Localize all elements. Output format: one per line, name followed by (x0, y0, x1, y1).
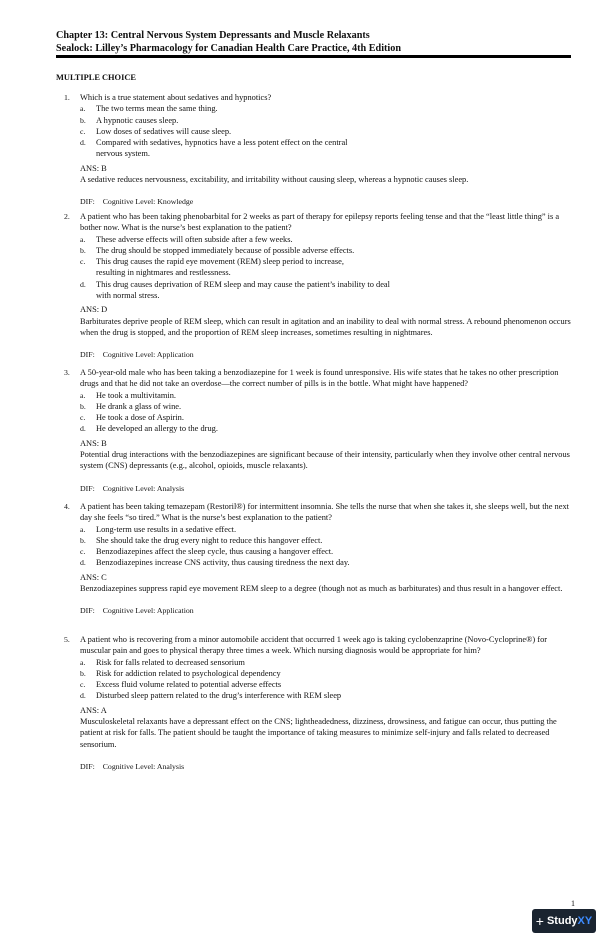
option-a (56, 524, 571, 535)
option-a (56, 657, 571, 668)
question-2 (56, 211, 571, 361)
option-d (56, 423, 571, 434)
question-number: 3. (64, 368, 70, 377)
rationale: Musculoskeletal relaxants have a depressant effect on the CNS; lightheadedness, dizziness, drowsiness, and fatigue can occur, thus putting the patient at risk for falls. The patient should be taught the importance of taking measures to minimize self-injury and falls related to decreased sensorium. (80, 717, 557, 749)
rationale: Benzodiazepines suppress rapid eye movement REM sleep to a degree (though not as much as barbiturates) and thus result in a hangover effect. (80, 584, 563, 594)
difficulty-label: DIF: (80, 350, 95, 360)
option-letter: d. (80, 558, 86, 568)
option-text: Disturbed sleep pattern related to the drug’s interference with REM sleep (96, 691, 342, 701)
option-letter: b. (80, 245, 86, 255)
section-title: MULTIPLE CHOICE (56, 73, 136, 82)
option-letter: c. (80, 257, 86, 267)
brand-suffix: XY (577, 915, 593, 927)
question-stem: A 50-year-old male who has been taking a benzodiazepine for 1 week is found unresponsive. His wife states that he takes no other prescription drugs and that he did not take an overdose—the correct number of pills is in the bottle. What might have happened? (80, 368, 559, 389)
option-c (56, 256, 364, 279)
option-letter: a. (80, 524, 86, 534)
difficulty-label: DIF: (80, 761, 95, 771)
rationale: A sedative reduces nervousness, excitability, and irritability without causing sleep, whereas a hypnotic causes sleep. (80, 175, 469, 185)
rationale: Barbiturates deprive people of REM sleep, which can result in agitation and an inability to deal with normal stress. A rebound phenomenon occurs when the drug is stopped, and the proportion of REM sleep increases, sometimes resulting in nightmares. (80, 316, 571, 337)
option-text: He drank a glass of wine. (96, 401, 182, 411)
question-1 (56, 92, 571, 208)
option-letter: b. (80, 401, 86, 411)
option-letter: c. (80, 413, 86, 423)
difficulty-value: Cognitive Level: Application (102, 350, 194, 360)
option-a (56, 103, 571, 114)
option-b (56, 245, 571, 256)
difficulty-value: Cognitive Level: Analysis (102, 761, 185, 771)
difficulty (56, 761, 571, 772)
question-stem: A patient who is recovering from a minor automobile accident that occurred 1 week ago is taking cyclobenzaprine (Novo-Cycloprine®) for muscular pain and goes to physical therapy three times a week. Which nursing diagnosis would be appropriate for him? (80, 635, 548, 656)
page-number: 1 (571, 899, 575, 908)
difficulty (56, 605, 571, 616)
option-text: The drug should be stopped immediately because of possible adverse effects. (96, 245, 355, 255)
chapter-title: Chapter 13: Central Nervous System Depressants and Muscle Relaxants (56, 30, 370, 41)
answer-key: ANS: B (80, 163, 107, 173)
option-d (56, 279, 396, 302)
studyxy-badge[interactable] (532, 909, 596, 933)
option-letter: d. (80, 424, 86, 434)
option-text: She should take the drug every night to reduce this hangover effect. (96, 535, 323, 545)
option-letter: c. (80, 126, 86, 136)
header-rule (56, 55, 571, 58)
difficulty-value: Cognitive Level: Application (102, 606, 194, 616)
option-letter: d. (80, 691, 86, 701)
question-stem: A patient who has been taking phenobarbital for 2 weeks as part of therapy for epilepsy reports feeling tense and that the “least little thing” is a bother now. What is the nurse’s best explanation to the patient? (80, 212, 560, 233)
rationale: Potential drug interactions with the benzodiazepines are significant because of their intensity, particularly when they involve other central nervous system (CNS) depressants (e.g., alcohol, opioids, muscle relaxants). (80, 450, 570, 471)
option-letter: b. (80, 668, 86, 678)
option-text: Excess fluid volume related to potential adverse effects (96, 680, 282, 690)
answer-key: ANS: C (80, 572, 107, 582)
difficulty (56, 483, 571, 494)
question-5 (56, 634, 571, 772)
option-d (56, 137, 376, 160)
option-c (56, 412, 571, 423)
option-d (56, 557, 571, 568)
option-a (56, 234, 571, 245)
option-text: This drug causes the rapid eye movement (REM) sleep period to increase, resulting in nightmares and restlessness. (96, 257, 344, 278)
option-text: Benzodiazepines increase CNS activity, thus causing tiredness the next day. (96, 558, 350, 568)
option-b (56, 668, 571, 679)
plus-icon: + (535, 913, 544, 929)
question-stem: Which is a true statement about sedatives and hypnotics? (80, 93, 272, 102)
difficulty-value: Cognitive Level: Analysis (102, 483, 185, 493)
option-letter: c. (80, 547, 86, 557)
difficulty-label: DIF: (80, 606, 95, 616)
option-text: These adverse effects will often subside after a few weeks. (96, 234, 293, 244)
difficulty (56, 196, 571, 207)
option-text: Risk for falls related to decreased sensorium (96, 657, 245, 667)
difficulty-label: DIF: (80, 197, 95, 207)
book-title: Sealock: Lilley’s Pharmacology for Canadian Health Care Practice, 4th Edition (56, 42, 402, 54)
option-b (56, 115, 571, 126)
option-text: Risk for addiction related to psychological dependency (96, 668, 281, 678)
option-letter: c. (80, 680, 86, 690)
question-number: 1. (64, 93, 70, 102)
option-a (56, 390, 571, 401)
difficulty (56, 349, 571, 360)
option-letter: d. (80, 279, 86, 289)
option-text: A hypnotic causes sleep. (96, 115, 179, 125)
difficulty-value: Cognitive Level: Knowledge (102, 197, 194, 207)
option-text: This drug causes deprivation of REM sleep and may cause the patient’s inability to deal with normal stress. (96, 279, 390, 301)
option-letter: a. (80, 104, 86, 114)
option-text: Low doses of sedatives will cause sleep. (96, 126, 232, 136)
question-number: 2. (64, 212, 70, 221)
option-text: The two terms mean the same thing. (96, 104, 218, 114)
option-letter: a. (80, 657, 86, 667)
option-c (56, 679, 571, 690)
option-letter: a. (80, 390, 86, 400)
question-stem: A patient has been taking temazepam (Restoril®) for intermittent insomnia. She tells the nurse that when she takes it, she sleeps well, but the next day she feels “so tired.” What is the nurse’s best explanation to the patient? (80, 502, 569, 523)
option-c (56, 546, 571, 557)
option-d (56, 690, 571, 701)
option-text: He took a dose of Aspirin. (96, 413, 184, 423)
option-c (56, 126, 571, 137)
answer-key: ANS: A (80, 705, 107, 715)
difficulty-label: DIF: (80, 483, 95, 493)
option-letter: d. (80, 138, 86, 148)
option-text: Long-term use results in a sedative effect. (96, 524, 237, 534)
option-b (56, 535, 571, 546)
option-text: He took a multivitamin. (96, 390, 177, 400)
option-b (56, 401, 571, 412)
option-text: Benzodiazepines affect the sleep cycle, thus causing a hangover effect. (96, 547, 334, 557)
option-text: Compared with sedatives, hypnotics have a less potent effect on the central nervous system. (96, 138, 348, 159)
document-header (56, 30, 571, 55)
question-number: 4. (64, 502, 70, 511)
answer-key: ANS: D (80, 305, 108, 315)
option-text: He developed an allergy to the drug. (96, 424, 218, 434)
question-number: 5. (64, 635, 70, 644)
option-letter: a. (80, 234, 86, 244)
brand-prefix: Study (546, 915, 578, 927)
option-letter: b. (80, 115, 86, 125)
answer-key: ANS: B (80, 438, 107, 448)
question-4 (56, 501, 571, 617)
option-letter: b. (80, 535, 86, 545)
question-3 (56, 367, 571, 494)
